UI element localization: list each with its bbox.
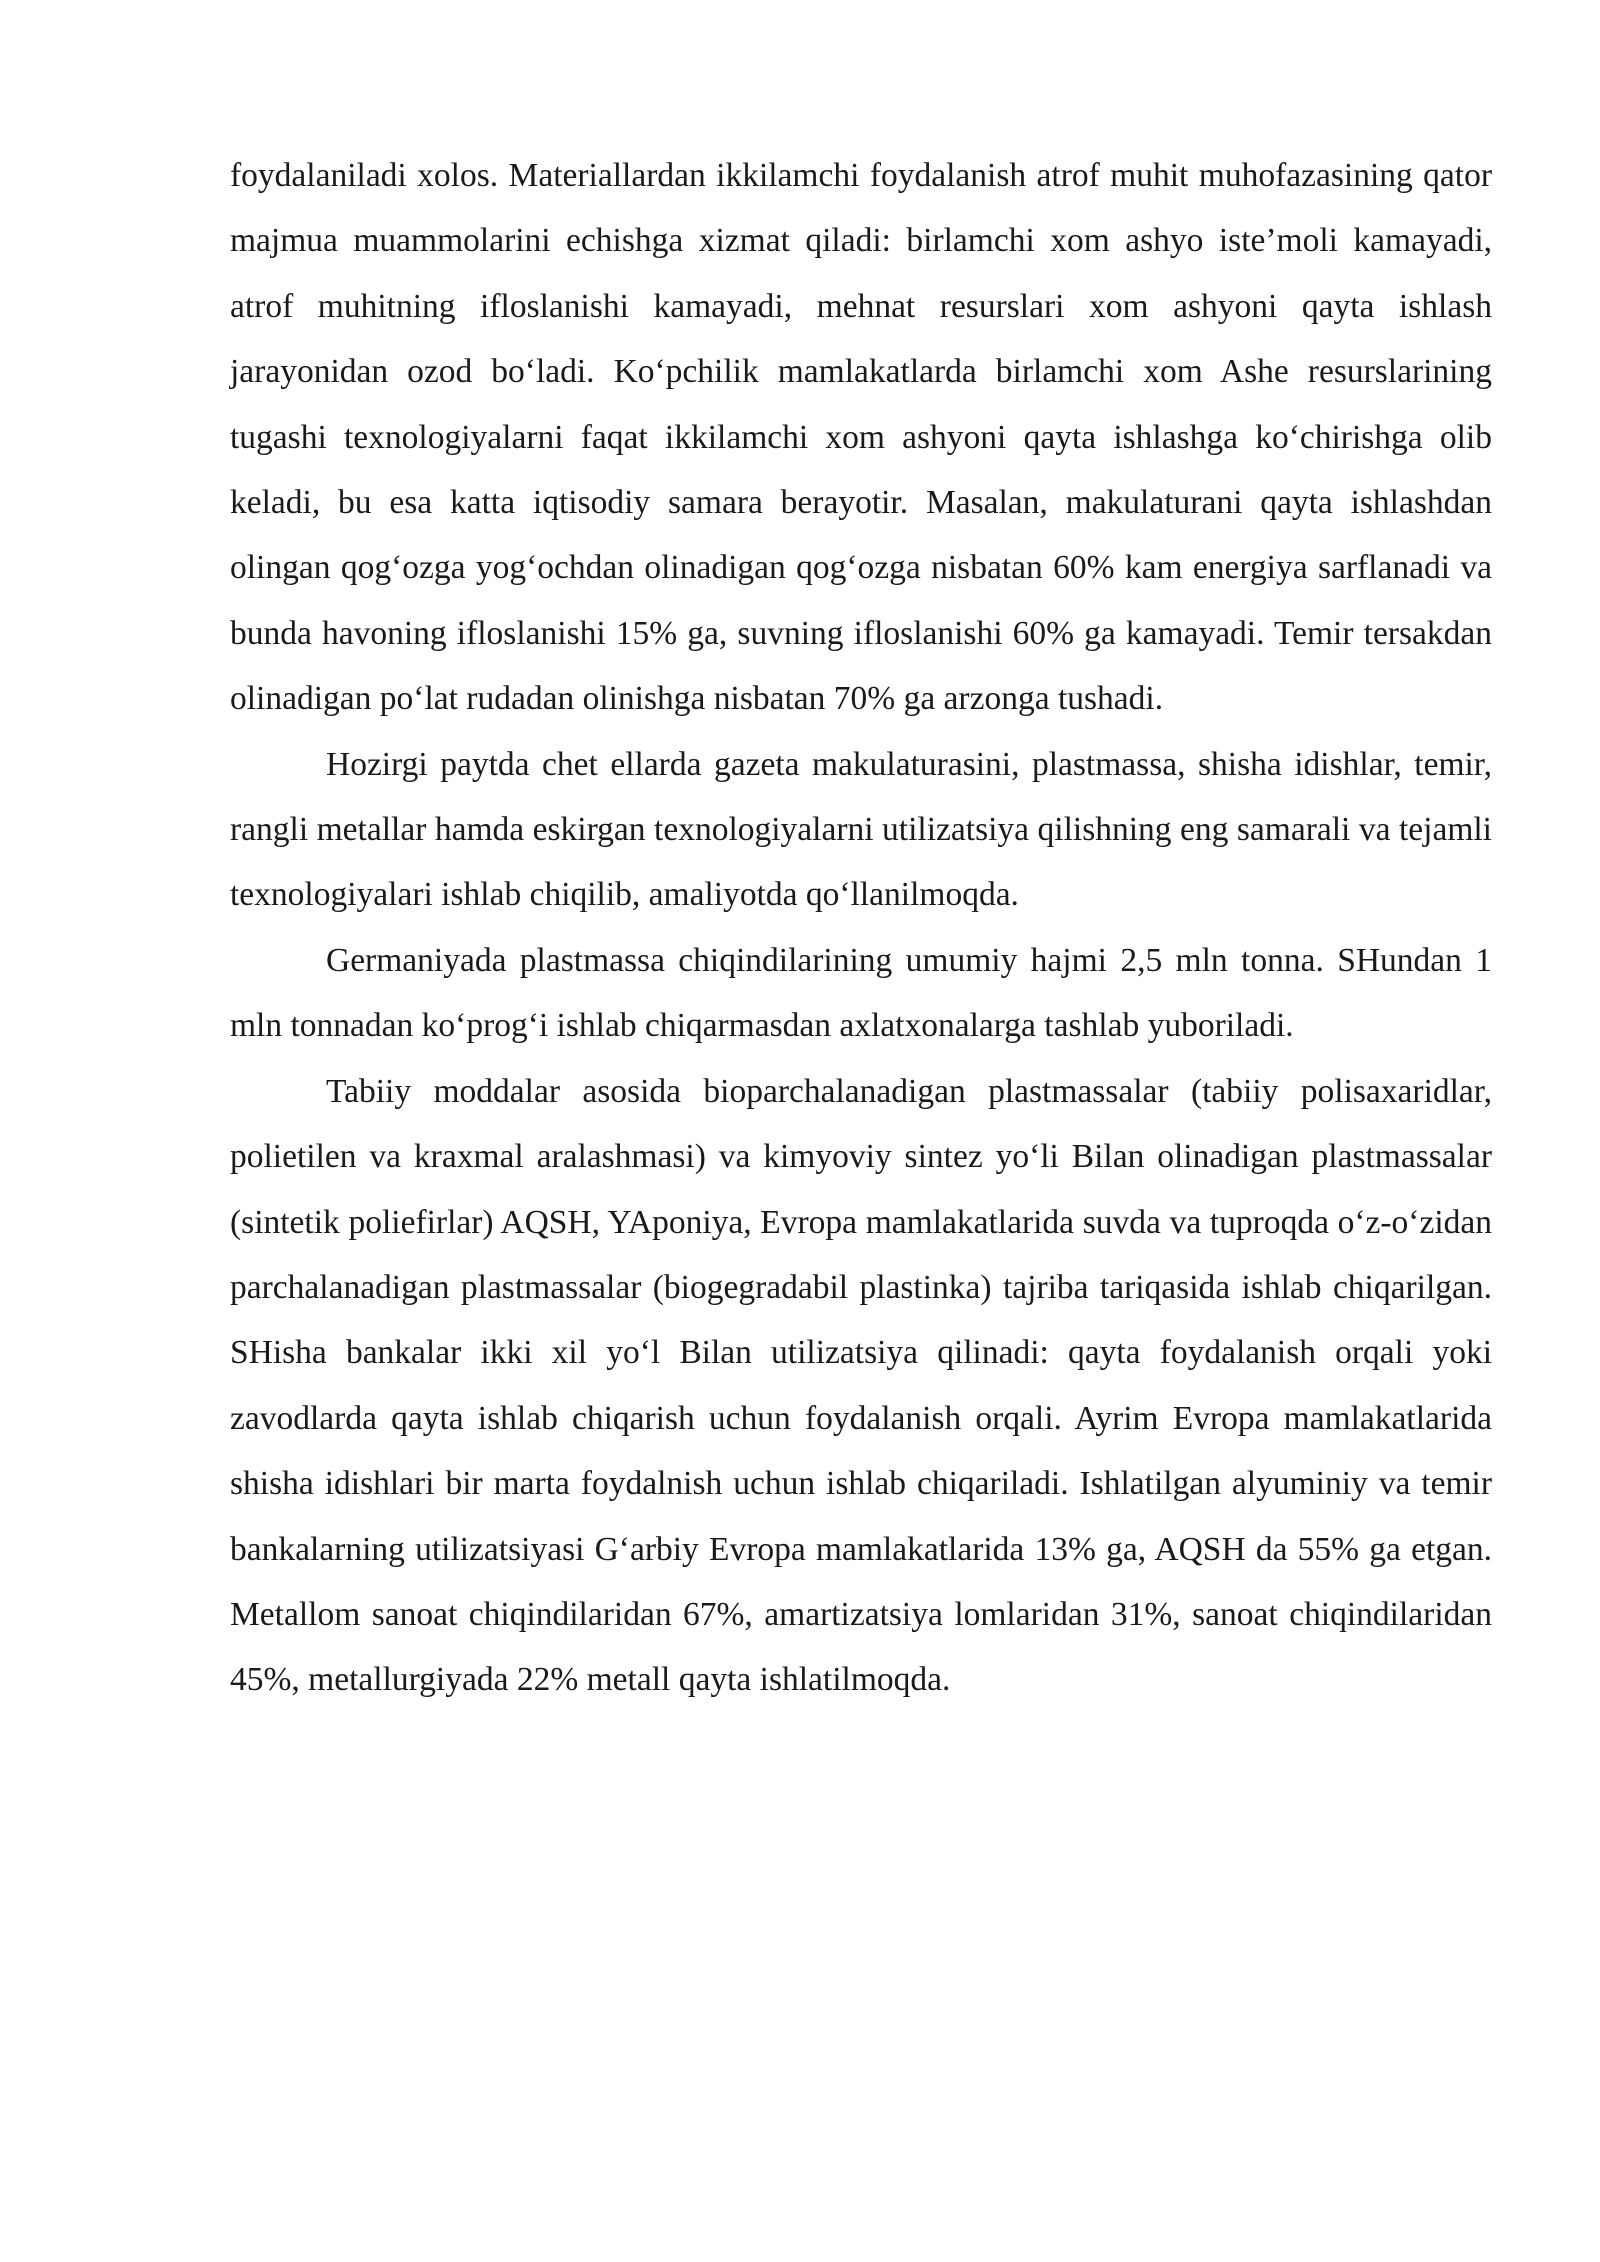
paragraph-3: Germaniyada plastmassa chiqindilarining umumiy hajmi 2,5 mln tonna. SHundan 1 mln tonnadan ko‘prog‘i ishlab chiqarmasdan axlatxonalarga tashlab yuboriladi.: [230, 941, 1492, 1045]
paragraph-4: Tabiiy moddalar asosida bioparchalanadigan plastmassalar (tabiiy polisaxaridlar, polietilen va kraxmal aralashmasi) va kimyoviy sintez yo‘li Bilan olinadigan plastmassalar (sintetik poliefirlar) AQSH, YAponiya, Evropa mamlakatlarida suvda va tuproqda o‘z-o‘zidan parchalanadigan plastmassalar (biogegradabil plastinka) tajriba tariqasida ishlab chiqarilgan. SHisha bankalar ikki xil yo‘l Bilan utilizatsiya qilinadi: qayta foydalanish orqali yoki zavodlarda qayta ishlab chiqarish uchun foydalanish orqali. Ayrim Evropa mamlakatlarida shisha idishlari bir marta foydalnish uchun ishlab chiqariladi. Ishlatilgan alyuminiy va temir bankalarning utilizatsiyasi G‘arbiy Evropa mamlakatlarida 13% ga, AQSH da 55% ga etgan. Metallom sanoat chiqindilaridan 67%, amartizatsiya lomlaridan 31%, sanoat chiqindilaridan 45%, metallurgiyada 22% metall qayta ishlatilmoqda.: [230, 1072, 1492, 1699]
body-text: [230, 143, 1492, 1713]
paragraph-2: Hozirgi paytda chet ellarda gazeta makulaturasini, plastmassa, shisha idishlar, temir, rangli metallar hamda eskirgan texnologiyalarni utilizatsiya qilishning eng samarali va tejamli texnologiyalari ishlab chiqilib, amaliyotda qo‘llanilmoqda.: [230, 745, 1492, 914]
paragraph-1: foydalaniladi xolos. Materiallardan ikkilamchi foydalanish atrof muhit muhofazasining qator majmua muammolarini echishga xizmat qiladi: birlamchi xom ashyo iste’moli kamayadi, atrof muhitning ifloslanishi kamayadi, mehnat resurslari xom ashyoni qayta ishlash jarayonidan ozod bo‘ladi. Ko‘pchilik mamlakatlarda birlamchi xom Ashe resurslarining tugashi texnologiyalarni faqat ikkilamchi xom ashyoni qayta ishlashga ko‘chirishga olib keladi, bu esa katta iqtisodiy samara berayotir. Masalan, makulaturani qayta ishlashdan olingan qog‘ozga yog‘ochdan olinadigan qog‘ozga nisbatan 60% kam energiya sarflanadi va bunda havoning ifloslanishi 15% ga, suvning ifloslanishi 60% ga kamayadi. Temir tersakdan olinadigan po‘lat rudadan olinishga nisbatan 70% ga arzonga tushadi.: [230, 157, 1492, 718]
